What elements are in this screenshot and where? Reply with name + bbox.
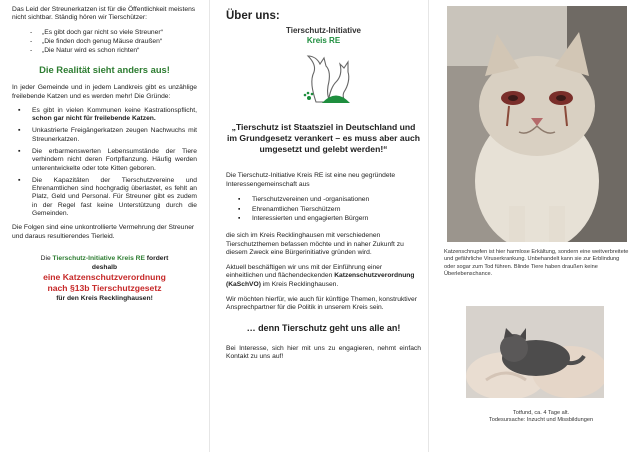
logo-subtitle: Kreis RE [306, 36, 341, 45]
demand-suffix: fordert [144, 254, 169, 262]
current-prefix: Aktuell beschäftigen wir uns mit der Einführung einer einheitlichen und flächendeckenden [226, 263, 383, 280]
reason-item [18, 177, 197, 218]
reason-bold-text: schon gar nicht für freilebende Katzen. [32, 115, 156, 123]
about-heading: Über uns: [226, 10, 280, 22]
current-suffix: im Kreis Recklinghausen. [260, 280, 339, 288]
left-panel [0, 0, 207, 452]
demand-title-2: nach §13b Tierschutzgesetz [47, 282, 162, 293]
slogan: … denn Tierschutz geht uns alle an! [246, 322, 401, 333]
demand-line [12, 254, 197, 263]
reason-text: Unkastrierte Freigängerkatzen zeugen Nachwuchs mit Streunerkatzen. [32, 127, 197, 143]
kitten-in-hands-illustration [466, 306, 604, 398]
kaschvo-term: Katzenschutzverordnung (KaSchVO) [226, 272, 415, 288]
contact-text: Bei Interesse, sich hier mit uns zu engagieren, nehmt einfach Kontakt zu uns auf! [226, 344, 421, 361]
quote-item: - „Die Natur wird es schon richten“ [30, 46, 197, 55]
demand-deshalb: deshalb [91, 263, 118, 271]
member-item: ▪ Ehrenamtlichen Tierschützern [238, 205, 421, 215]
fold-line-left [209, 0, 210, 452]
quote-list [12, 28, 197, 56]
reasons-list [12, 107, 197, 219]
right-panel [430, 0, 640, 452]
member-item: ▪ Tierschutzvereinen und -organisationen [238, 195, 421, 205]
reason-text: Es gibt in vielen Kommunen keine Kastrationspflicht, [32, 106, 197, 114]
fold-line-right [428, 0, 429, 452]
sick-cat-illustration [447, 6, 627, 242]
initiative-logo [264, 26, 384, 108]
members-list [226, 195, 421, 224]
reality-text: In jeder Gemeinde und in jedem Landkreis gibt es unzählige freilebende Katzen und es werden mehr! Die Gründe: [12, 84, 197, 100]
about-text-2: die sich im Kreis Recklinghausen mit verschiedenen Tierschutzthemen befassen möchte und in naher Zukunft zu diesem Zweck eine Bürgerinitiative gründen wird. [226, 231, 404, 257]
intro-text: Das Leid der Streunerkatzen ist für die Öffentlichkeit meistens nicht sichtbar. Ständig hören wir Tierschützer: [12, 6, 196, 22]
dog-cat-silhouette-icon [264, 46, 384, 106]
dead-kitten-photo [466, 306, 604, 398]
photo1-caption: Katzenschnupfen ist hier harmlose Erkältung, sondern eine weitverbreitete und gefährliche Viruserkrankung. Unbehandelt kann sie zur Erblindung oder sogar zum Tod führen. Blinde Tiere haben draußen keine Überlebenschance. [444, 249, 629, 278]
photo2-caption-line1: Totfund, ca. 4 Tage alt. [512, 410, 570, 416]
demand-prefix: Die [40, 254, 53, 262]
reason-item [18, 107, 197, 124]
member-item: ▪ Interessierten und engagierten Bürgern [238, 214, 421, 224]
sick-cat-photo [447, 6, 627, 242]
logo-title: Tierschutz-Initiative [286, 26, 361, 35]
reason-item [18, 127, 197, 144]
demand-region: für den Kreis Recklinghausen! [56, 294, 153, 302]
future-text: Wir möchten hierfür, wie auch für künftige Themen, konstruktiver Ansprechpartner für die Politik in unserem Kreis sein. [226, 295, 417, 312]
quote-item: - „Es gibt doch gar nicht so viele Streuner“ [30, 28, 197, 37]
photo2-caption [466, 410, 616, 425]
demand-title-1: eine Katzenschutzverordnung [43, 271, 166, 282]
demand-box [12, 254, 197, 303]
middle-panel [212, 0, 427, 452]
reality-heading: Die Realität sieht anders aus! [39, 64, 170, 76]
photo2-caption-line2: Todesursache: Inzucht und Missbildungen [488, 417, 594, 424]
reason-text: Die erbarmenswerten Lebensumstände der Tiere verhindern nicht deren Fortpflanzung. Häufig werden unterentwickelte oder tote Kitten geboren. [32, 147, 197, 172]
quote-item: - „Die finden doch genug Mäuse draußen“ [30, 37, 197, 46]
demand-org: Tierschutz-Initiative Kreis RE [52, 254, 145, 262]
current-focus-text [226, 264, 421, 290]
consequence-text: Die Folgen sind eine unkontrollierte Vermehrung der Streuner und daraus resultierendes Tierleid. [12, 224, 195, 240]
reason-text: Die Kapazitäten der Tierschutzvereine und Ehrenamtlichen sind hochgradig überlastet, es fehlt an Platz, Geld und Personal. Für Streuner gibt es zudem in der Regel fast keine Unterstützung durch die Gemeinden. [32, 176, 197, 218]
about-text: Die Tierschutz-Initiative Kreis RE ist eine neu gegründete Interessengemeinschaft aus [226, 172, 396, 188]
mission-quote: „Tierschutz ist Staatsziel in Deutschland und im Grundgesetz verankert – es muss aber auch umgesetzt und gelebt werden!“ [227, 122, 420, 154]
reason-item [18, 148, 197, 173]
